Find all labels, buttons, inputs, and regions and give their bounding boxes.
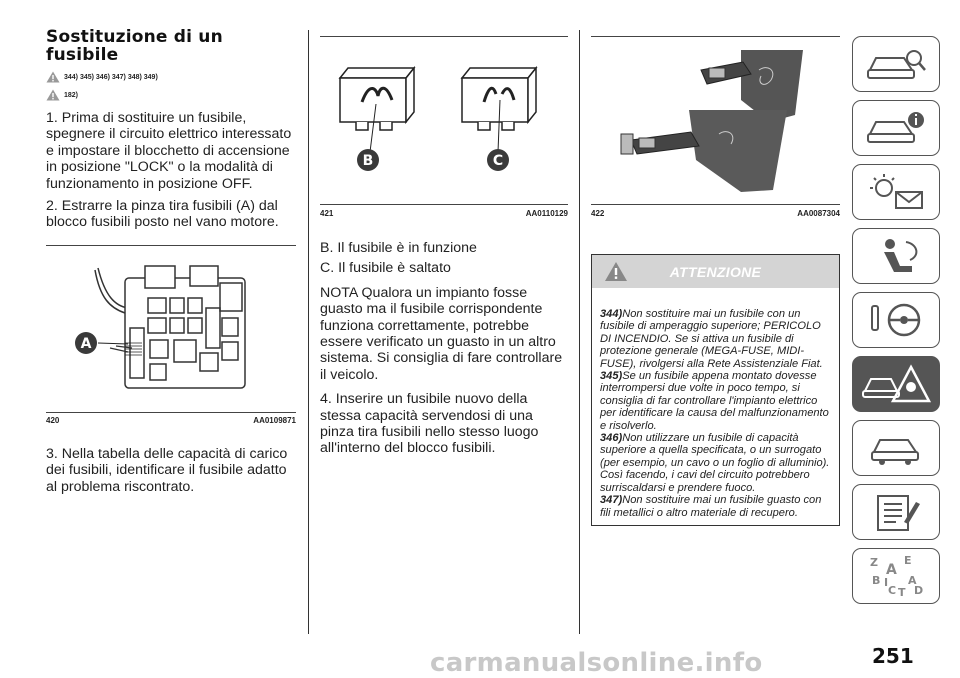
tab-emergency[interactable]: [852, 356, 940, 412]
figure-420-fuse-box-illustration: [70, 258, 280, 406]
tab-lights-messages[interactable]: [852, 164, 940, 220]
warning-refs-1: [46, 70, 296, 84]
caution-triangle-icon: [46, 89, 60, 101]
figure-422-code: AA0087304: [797, 209, 840, 218]
section-title: [46, 28, 296, 64]
alphabet-index-icon: [864, 554, 928, 598]
steering-wheel-icon: [864, 300, 928, 340]
fuse-ok-text: B. Il fusibile è in funzione: [320, 240, 477, 256]
step-1-text: 1. Prima di sostituire un fusibile, spegnere il circuito elettrico interessato e impostare il blocchetto di accensione in posizione "LOCK" o la modalità di funzionamento in posizione OFF.: [46, 110, 292, 192]
column-2-text: [320, 240, 570, 463]
warning-item-text: Non sostituire mai un fusibile con un fusibile di amperaggio superiore; PERICOLO DI INCENDIO. Se si attiva un fusibile di protezione generale (MEGA-FUSE, MIDI-FUSE), rivolgersi alla Rete Assistenziale Fiat.: [600, 308, 823, 370]
warning-triangle-icon: [46, 71, 60, 83]
warning-item-number: 344): [600, 308, 623, 320]
car-search-icon: [864, 44, 928, 84]
tab-index[interactable]: [852, 548, 940, 604]
figure-421-code: AA0110129: [525, 209, 568, 218]
figure-421-number: 421: [320, 209, 334, 218]
svg-text:A: A: [908, 574, 917, 587]
tab-safety[interactable]: [852, 228, 940, 284]
tab-technical-data[interactable]: [852, 484, 940, 540]
figure-421-label-b: B: [362, 153, 374, 169]
column-divider-1: [308, 30, 309, 634]
warning-item-number: 347): [600, 494, 623, 507]
note-text: NOTA Qualora un impianto fosse guasto ma il fusibile corrispondente funziona correttamente, potrebbe essere verificato un guasto in un altro sistema. Si consiglia di fare controllare il veicolo.: [320, 284, 563, 383]
svg-text:D: D: [914, 584, 924, 597]
watermark: carmanualsonline.info: [430, 648, 763, 678]
tab-maintenance[interactable]: [852, 420, 940, 476]
svg-text:Z: Z: [870, 556, 878, 569]
tab-starting-driving[interactable]: [852, 292, 940, 348]
page-number: 251: [872, 644, 914, 668]
warning-triangle-icon: [604, 261, 628, 282]
figure-422-top-rule: [591, 36, 840, 37]
warning-item-number: 346): [600, 432, 623, 445]
warning-item-text: Non sostituire mai un fusibile guasto con fili metallici o altro materiale di recupero.: [600, 494, 822, 519]
svg-text:I: I: [884, 576, 889, 589]
step-4-text: 4. Inserire un fusibile nuovo della stessa capacità servendosi di una pinza tira fusibili nello stesso luogo all'interno del blocco fusibili.: [320, 391, 539, 457]
figure-422-caption: [591, 209, 840, 218]
figure-421-bottom-rule: [320, 204, 568, 205]
fuse-blown-text: C. Il fusibile è saltato: [320, 260, 451, 277]
figure-422-number: 422: [591, 209, 605, 218]
svg-text:B: B: [872, 574, 881, 587]
warning-item-number: 345): [600, 370, 623, 383]
title-line-2: fusibile: [46, 45, 119, 65]
warning-item-text: Se un fusibile appena montato dovesse interrompersi due volte in poco tempo, si consiglia di far controllare l'impianto elettrico per identificare la causa del malfunzionamento e risolverlo.: [600, 370, 829, 432]
figure-420-code: AA0109871: [253, 416, 296, 425]
breakdown-warning-icon: [861, 363, 931, 405]
warning-item-text: Non utilizzare un fusibile di capacità superiore a quella specificata, o un surrogato (per esempio, un cavo o un foglio di alluminio). Così facendo, i cavi del circuito potrebbero surriscaldarsi e prendere fuoco.: [600, 432, 830, 494]
warning-item-344: [600, 308, 831, 370]
figure-420-caption: [46, 416, 296, 425]
data-sheet-icon: [864, 492, 928, 532]
figure-420-label-a: A: [80, 336, 92, 352]
car-info-icon: [864, 108, 928, 148]
car-service-icon: [864, 428, 928, 468]
svg-text:A: A: [886, 562, 897, 578]
figure-422-fuse-puller-illustration: [591, 40, 840, 200]
warning-item-345: [600, 370, 831, 432]
figure-420-bottom-rule: [46, 412, 296, 413]
column-1: [46, 28, 296, 237]
figure-421-label-c: C: [492, 153, 504, 169]
airbag-seat-icon: [864, 236, 928, 276]
warning-heading: ATTENZIONE: [669, 263, 762, 280]
warning-box: [591, 254, 840, 526]
warning-item-346: [600, 432, 831, 494]
title-line-1: Sostituzione di un: [46, 27, 223, 47]
step-2-text: 2. Estrarre la pinza tira fusibili (A) dal blocco fusibili posto nel vano motore.: [46, 198, 279, 231]
svg-text:C: C: [888, 584, 897, 597]
tab-car-info[interactable]: [852, 100, 940, 156]
svg-text:E: E: [904, 554, 912, 567]
step-3-block: [46, 446, 298, 501]
figure-422-bottom-rule: [591, 204, 840, 205]
caution-refs: [46, 88, 296, 102]
warning-body: [592, 288, 839, 525]
figure-420-number: 420: [46, 416, 60, 425]
light-message-icon: [864, 172, 928, 212]
warning-header: [592, 255, 839, 288]
chapter-tabs: [852, 36, 946, 612]
figure-421-caption: [320, 209, 568, 218]
figure-420-top-rule: [46, 245, 296, 246]
svg-text:T: T: [898, 586, 906, 598]
column-divider-2: [579, 30, 580, 634]
refs-text-1: 344) 345) 346) 347) 348) 349): [64, 73, 158, 81]
tab-car-knowledge[interactable]: [852, 36, 940, 92]
figure-421-top-rule: [320, 36, 568, 37]
warning-item-347: [600, 494, 831, 519]
figure-421-fuse-illustration: [322, 60, 566, 178]
refs-text-2: 182): [64, 91, 79, 99]
step-3-text: 3. Nella tabella delle capacità di carico dei fusibili, identificare il fusibile adatto al problema riscontrato.: [46, 446, 288, 495]
